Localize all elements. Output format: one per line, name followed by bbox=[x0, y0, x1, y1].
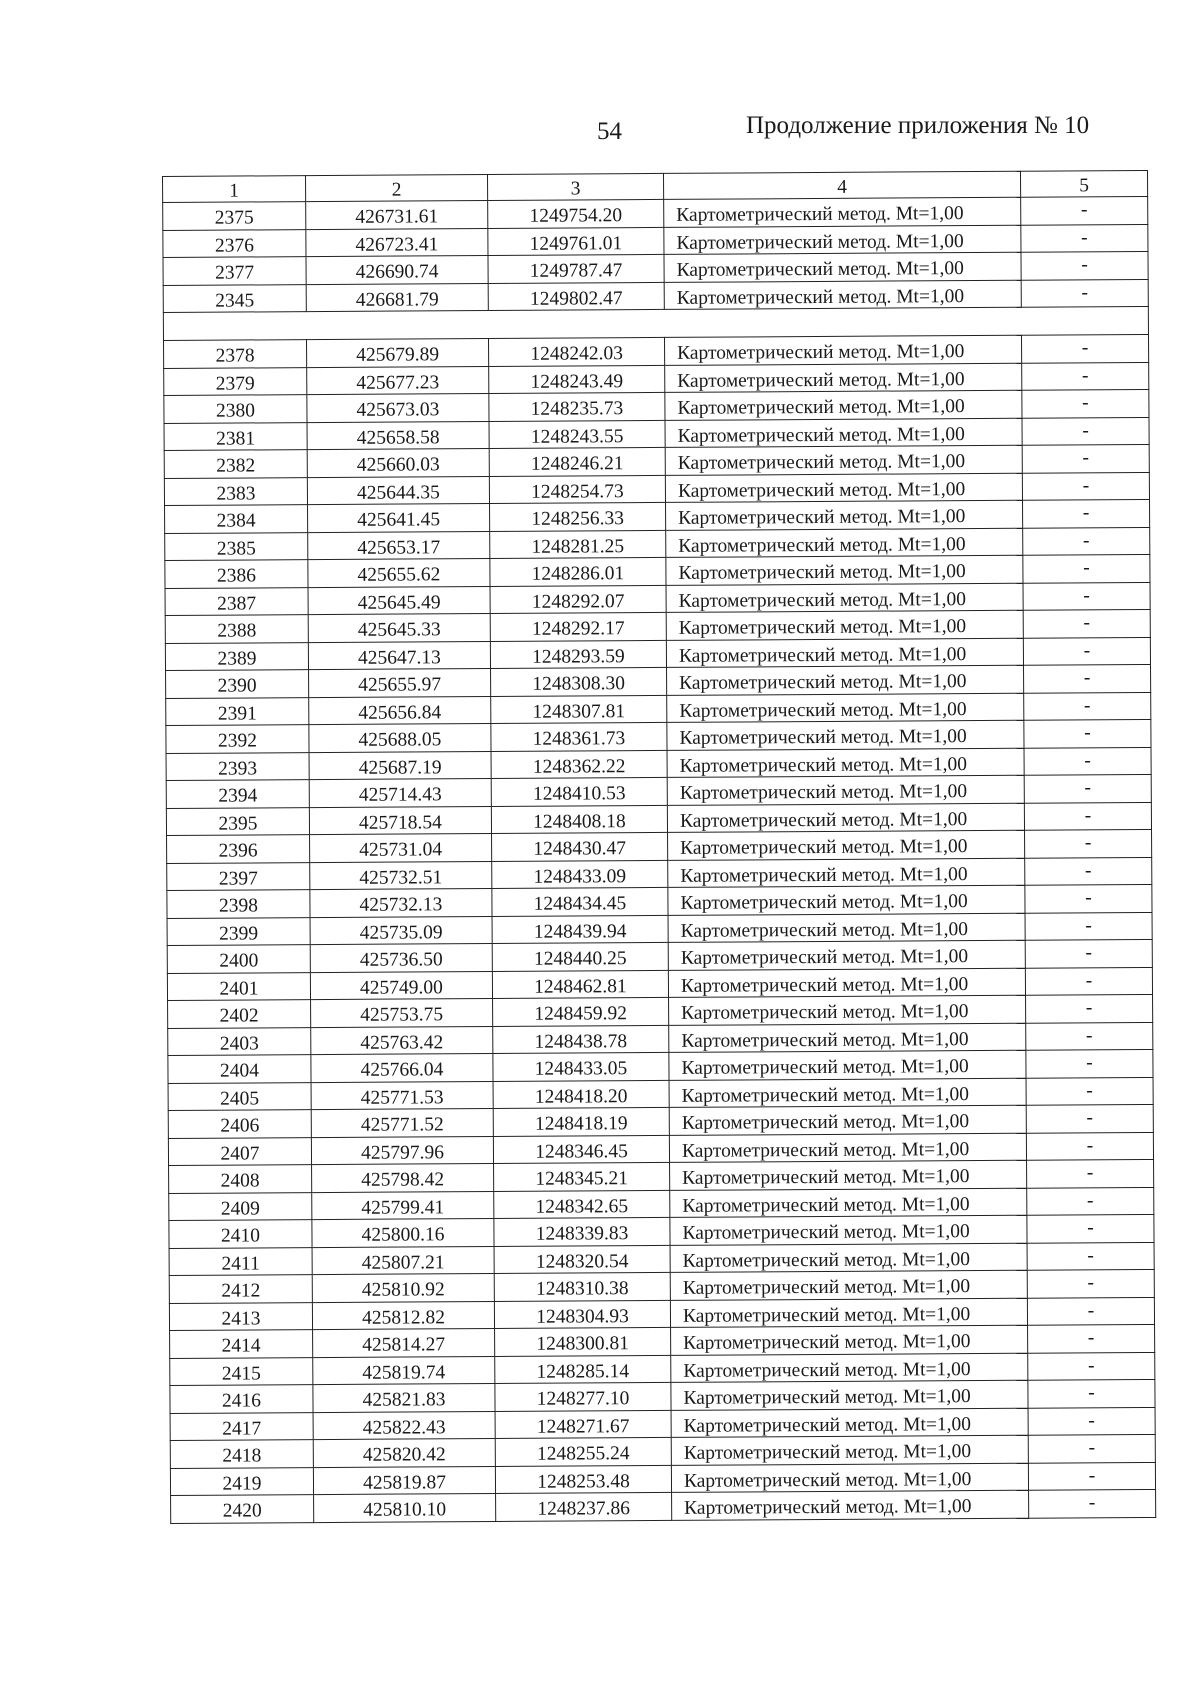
method-cell: Картометрический метод. Mt=1,00 bbox=[671, 1435, 1028, 1465]
method-cell: Картометрический метод. Mt=1,00 bbox=[664, 335, 1021, 365]
note-cell: - bbox=[1024, 774, 1151, 802]
point-number-cell: 2411 bbox=[169, 1247, 312, 1275]
note-cell: - bbox=[1025, 884, 1152, 912]
point-number-cell: 2408 bbox=[169, 1165, 312, 1193]
point-number-cell: 2402 bbox=[168, 1000, 311, 1028]
method-cell: Картометрический метод. Mt=1,00 bbox=[667, 748, 1024, 778]
y-coordinate-cell: 1248320.54 bbox=[494, 1245, 670, 1274]
method-cell: Картометрический метод. Mt=1,00 bbox=[668, 885, 1025, 915]
note-cell: - bbox=[1027, 1187, 1154, 1215]
method-cell: Картометрический метод. Mt=1,00 bbox=[671, 1380, 1028, 1410]
x-coordinate-cell: 425763.42 bbox=[311, 1026, 493, 1055]
method-cell: Картометрический метод. Mt=1,00 bbox=[667, 693, 1024, 723]
page-number: 54 bbox=[597, 118, 622, 145]
x-coordinate-cell: 425655.97 bbox=[309, 669, 491, 698]
method-cell: Картометрический метод. Mt=1,00 bbox=[669, 1023, 1026, 1053]
x-coordinate-cell: 425714.43 bbox=[309, 779, 491, 808]
note-cell: - bbox=[1024, 719, 1151, 747]
y-coordinate-cell: 1248346.45 bbox=[493, 1135, 669, 1164]
point-number-cell: 2391 bbox=[166, 697, 309, 725]
point-number-cell: 2382 bbox=[164, 450, 307, 478]
method-cell: Картометрический метод. Mt=1,00 bbox=[665, 445, 1022, 475]
point-number-cell: 2385 bbox=[165, 532, 308, 560]
x-coordinate-cell: 425732.51 bbox=[310, 861, 492, 890]
y-coordinate-cell: 1248285.14 bbox=[495, 1355, 671, 1384]
y-coordinate-cell: 1248462.81 bbox=[492, 970, 668, 999]
method-cell: Картометрический метод. Mt=1,00 bbox=[666, 500, 1023, 530]
point-number-cell: 2381 bbox=[164, 422, 307, 450]
note-cell: - bbox=[1028, 1352, 1155, 1380]
note-cell: - bbox=[1025, 939, 1152, 967]
x-coordinate-cell: 425655.62 bbox=[308, 559, 490, 588]
note-cell: - bbox=[1027, 1242, 1154, 1270]
note-cell: - bbox=[1024, 692, 1151, 720]
note-cell: - bbox=[1028, 1324, 1155, 1352]
method-cell: Картометрический метод. Mt=1,00 bbox=[669, 1078, 1026, 1108]
x-coordinate-cell: 425641.45 bbox=[308, 504, 490, 533]
y-coordinate-cell: 1248281.25 bbox=[490, 530, 666, 559]
method-cell: Картометрический метод. Mt=1,00 bbox=[671, 1463, 1028, 1493]
y-coordinate-cell: 1248361.73 bbox=[491, 722, 667, 751]
y-coordinate-cell: 1248304.93 bbox=[494, 1300, 670, 1329]
note-cell: - bbox=[1023, 582, 1150, 610]
note-cell: - bbox=[1026, 1104, 1153, 1132]
y-coordinate-cell: 1248339.83 bbox=[494, 1217, 670, 1246]
note-cell: - bbox=[1024, 664, 1151, 692]
method-cell: Картометрический метод. Mt=1,00 bbox=[668, 913, 1025, 943]
note-cell: - bbox=[1021, 224, 1148, 252]
point-number-cell: 2420 bbox=[171, 1495, 314, 1523]
x-coordinate-cell: 425645.33 bbox=[308, 614, 490, 643]
y-coordinate-cell: 1248439.94 bbox=[492, 915, 668, 944]
method-cell: Картометрический метод. Mt=1,00 bbox=[666, 528, 1023, 558]
point-number-cell: 2376 bbox=[163, 229, 306, 257]
y-coordinate-cell: 1248300.81 bbox=[495, 1327, 671, 1356]
y-coordinate-cell: 1248308.30 bbox=[491, 667, 667, 696]
point-number-cell: 2417 bbox=[170, 1412, 313, 1440]
point-number-cell: 2393 bbox=[166, 752, 309, 780]
note-cell: - bbox=[1026, 994, 1153, 1022]
x-coordinate-cell: 425814.27 bbox=[313, 1328, 495, 1357]
x-coordinate-cell: 425731.04 bbox=[310, 833, 492, 862]
method-cell: Картометрический метод. Mt=1,00 bbox=[668, 858, 1025, 888]
x-coordinate-cell: 425647.13 bbox=[308, 641, 490, 670]
point-number-cell: 2404 bbox=[168, 1055, 311, 1083]
y-coordinate-cell: 1248408.18 bbox=[491, 805, 667, 834]
y-coordinate-cell: 1248345.21 bbox=[494, 1162, 670, 1191]
point-number-cell: 2378 bbox=[164, 340, 307, 368]
y-coordinate-cell: 1248286.01 bbox=[490, 557, 666, 586]
note-cell: - bbox=[1028, 1407, 1155, 1435]
x-coordinate-cell: 425656.84 bbox=[309, 696, 491, 725]
x-coordinate-cell: 425732.13 bbox=[310, 888, 492, 917]
point-number-cell: 2413 bbox=[169, 1302, 312, 1330]
point-number-cell: 2401 bbox=[167, 972, 310, 1000]
method-cell: Картометрический метод. Mt=1,00 bbox=[667, 665, 1024, 695]
method-cell: Картометрический метод. Mt=1,00 bbox=[667, 803, 1024, 833]
note-cell: - bbox=[1021, 251, 1148, 279]
x-coordinate-cell: 425810.10 bbox=[314, 1493, 496, 1522]
x-coordinate-cell: 425807.21 bbox=[312, 1246, 494, 1275]
note-cell: - bbox=[1022, 499, 1149, 527]
y-coordinate-cell: 1248292.17 bbox=[490, 612, 666, 641]
note-cell: - bbox=[1027, 1214, 1154, 1242]
coordinates-table bbox=[162, 170, 1156, 1523]
y-coordinate-cell: 1248255.24 bbox=[495, 1437, 671, 1466]
y-coordinate-cell: 1248292.07 bbox=[490, 585, 666, 614]
x-coordinate-cell: 425718.54 bbox=[309, 806, 491, 835]
point-number-cell: 2397 bbox=[167, 862, 310, 890]
note-cell: - bbox=[1023, 554, 1150, 582]
y-coordinate-cell: 1249787.47 bbox=[488, 254, 664, 283]
y-coordinate-cell: 1248243.55 bbox=[489, 420, 665, 449]
table-row bbox=[171, 1489, 1156, 1523]
point-number-cell: 2345 bbox=[163, 284, 306, 312]
x-coordinate-cell: 426681.79 bbox=[306, 283, 488, 312]
method-cell: Картометрический метод. Mt=1,00 bbox=[664, 280, 1021, 310]
note-cell: - bbox=[1027, 1269, 1154, 1297]
point-number-cell: 2416 bbox=[170, 1385, 313, 1413]
x-coordinate-cell: 425812.82 bbox=[312, 1301, 494, 1330]
point-number-cell: 2395 bbox=[166, 807, 309, 835]
point-number-cell: 2419 bbox=[170, 1467, 313, 1495]
y-coordinate-cell: 1248253.48 bbox=[495, 1465, 671, 1494]
note-cell: - bbox=[1028, 1462, 1155, 1490]
x-coordinate-cell: 426731.61 bbox=[306, 201, 488, 230]
method-cell: Картометрический метод. Mt=1,00 bbox=[668, 940, 1025, 970]
point-number-cell: 2379 bbox=[164, 367, 307, 395]
x-coordinate-cell: 425736.50 bbox=[310, 943, 492, 972]
note-cell: - bbox=[1024, 747, 1151, 775]
method-cell: Картометрический метод. Mt=1,00 bbox=[665, 473, 1022, 503]
column-header: 5 bbox=[1020, 170, 1147, 197]
point-number-cell: 2380 bbox=[164, 395, 307, 423]
note-cell: - bbox=[1026, 1022, 1153, 1050]
y-coordinate-cell: 1248242.03 bbox=[488, 337, 664, 366]
x-coordinate-cell: 425660.03 bbox=[307, 449, 489, 478]
y-coordinate-cell: 1248438.78 bbox=[493, 1025, 669, 1054]
y-coordinate-cell: 1248440.25 bbox=[492, 942, 668, 971]
point-number-cell: 2377 bbox=[163, 257, 306, 285]
x-coordinate-cell: 425673.03 bbox=[307, 394, 489, 423]
x-coordinate-cell: 425645.49 bbox=[308, 586, 490, 615]
point-number-cell: 2400 bbox=[167, 945, 310, 973]
note-cell: - bbox=[1022, 417, 1149, 445]
method-cell: Картометрический метод. Mt=1,00 bbox=[668, 830, 1025, 860]
note-cell: - bbox=[1026, 1049, 1153, 1077]
point-number-cell: 2394 bbox=[166, 780, 309, 808]
y-coordinate-cell: 1248434.45 bbox=[492, 887, 668, 916]
method-cell: Картометрический метод. Mt=1,00 bbox=[664, 252, 1021, 282]
point-number-cell: 2414 bbox=[170, 1330, 313, 1358]
note-cell: - bbox=[1023, 637, 1150, 665]
method-cell: Картометрический метод. Mt=1,00 bbox=[666, 610, 1023, 640]
column-header: 2 bbox=[306, 175, 488, 202]
x-coordinate-cell: 426690.74 bbox=[306, 256, 488, 285]
y-coordinate-cell: 1248418.20 bbox=[493, 1080, 669, 1109]
x-coordinate-cell: 425735.09 bbox=[310, 916, 492, 945]
method-cell: Картометрический метод. Mt=1,00 bbox=[669, 1050, 1026, 1080]
method-cell: Картометрический метод. Mt=1,00 bbox=[664, 197, 1021, 227]
note-cell: - bbox=[1025, 829, 1152, 857]
method-cell: Картометрический метод. Mt=1,00 bbox=[666, 638, 1023, 668]
x-coordinate-cell: 425687.19 bbox=[309, 751, 491, 780]
y-coordinate-cell: 1248271.67 bbox=[495, 1410, 671, 1439]
y-coordinate-cell: 1248433.09 bbox=[492, 860, 668, 889]
y-coordinate-cell: 1248430.47 bbox=[492, 832, 668, 861]
x-coordinate-cell: 425679.89 bbox=[307, 339, 489, 368]
note-cell: - bbox=[1029, 1489, 1156, 1517]
point-number-cell: 2403 bbox=[168, 1027, 311, 1055]
method-cell: Картометрический метод. Mt=1,00 bbox=[670, 1243, 1027, 1273]
point-number-cell: 2398 bbox=[167, 890, 310, 918]
x-coordinate-cell: 425677.23 bbox=[307, 366, 489, 395]
y-coordinate-cell: 1249802.47 bbox=[488, 282, 664, 311]
note-cell: - bbox=[1026, 1132, 1153, 1160]
method-cell: Картометрический метод. Mt=1,00 bbox=[672, 1490, 1029, 1520]
method-cell: Картометрический метод. Mt=1,00 bbox=[666, 555, 1023, 585]
point-number-cell: 2375 bbox=[163, 202, 306, 230]
y-coordinate-cell: 1248310.38 bbox=[494, 1272, 670, 1301]
point-number-cell: 2383 bbox=[164, 477, 307, 505]
y-coordinate-cell: 1248410.53 bbox=[491, 777, 667, 806]
note-cell: - bbox=[1022, 444, 1149, 472]
method-cell: Картометрический метод. Mt=1,00 bbox=[669, 995, 1026, 1025]
point-number-cell: 2386 bbox=[165, 560, 308, 588]
point-number-cell: 2407 bbox=[168, 1137, 311, 1165]
y-coordinate-cell: 1248307.81 bbox=[491, 695, 667, 724]
x-coordinate-cell: 425819.87 bbox=[313, 1466, 495, 1495]
coordinates-table-body bbox=[163, 170, 1156, 1522]
method-cell: Картометрический метод. Mt=1,00 bbox=[671, 1408, 1028, 1438]
y-coordinate-cell: 1248277.10 bbox=[495, 1382, 671, 1411]
x-coordinate-cell: 425688.05 bbox=[309, 724, 491, 753]
method-cell: Картометрический метод. Mt=1,00 bbox=[671, 1353, 1028, 1383]
x-coordinate-cell: 425819.74 bbox=[313, 1356, 495, 1385]
appendix-title: Продолжение приложения № 10 bbox=[746, 112, 1090, 139]
x-coordinate-cell: 425800.16 bbox=[312, 1218, 494, 1247]
column-header: 1 bbox=[163, 176, 306, 203]
y-coordinate-cell: 1248362.22 bbox=[491, 750, 667, 779]
point-number-cell: 2396 bbox=[167, 835, 310, 863]
method-cell: Картометрический метод. Mt=1,00 bbox=[667, 775, 1024, 805]
note-cell: - bbox=[1021, 334, 1148, 362]
x-coordinate-cell: 425766.04 bbox=[311, 1053, 493, 1082]
x-coordinate-cell: 425753.75 bbox=[311, 998, 493, 1027]
x-coordinate-cell: 425810.92 bbox=[312, 1273, 494, 1302]
note-cell: - bbox=[1022, 472, 1149, 500]
point-number-cell: 2418 bbox=[170, 1440, 313, 1468]
point-number-cell: 2409 bbox=[169, 1192, 312, 1220]
note-cell: - bbox=[1028, 1434, 1155, 1462]
y-coordinate-cell: 1249754.20 bbox=[488, 199, 664, 228]
method-cell: Картометрический метод. Mt=1,00 bbox=[667, 720, 1024, 750]
y-coordinate-cell: 1248256.33 bbox=[490, 502, 666, 531]
note-cell: - bbox=[1026, 1077, 1153, 1105]
method-cell: Картометрический метод. Mt=1,00 bbox=[670, 1270, 1027, 1300]
y-coordinate-cell: 1248342.65 bbox=[494, 1190, 670, 1219]
method-cell: Картометрический метод. Mt=1,00 bbox=[670, 1160, 1027, 1190]
method-cell: Картометрический метод. Mt=1,00 bbox=[671, 1325, 1028, 1355]
y-coordinate-cell: 1248246.21 bbox=[489, 447, 665, 476]
y-coordinate-cell: 1249761.01 bbox=[488, 227, 664, 256]
point-number-cell: 2387 bbox=[165, 587, 308, 615]
x-coordinate-cell: 425749.00 bbox=[310, 971, 492, 1000]
method-cell: Картометрический метод. Mt=1,00 bbox=[665, 418, 1022, 448]
y-coordinate-cell: 1248459.92 bbox=[493, 997, 669, 1026]
method-cell: Картометрический метод. Mt=1,00 bbox=[665, 363, 1022, 393]
method-cell: Картометрический метод. Mt=1,00 bbox=[670, 1188, 1027, 1218]
point-number-cell: 2390 bbox=[166, 670, 309, 698]
note-cell: - bbox=[1023, 609, 1150, 637]
note-cell: - bbox=[1025, 912, 1152, 940]
note-cell: - bbox=[1027, 1297, 1154, 1325]
method-cell: Картометрический метод. Mt=1,00 bbox=[669, 1133, 1026, 1163]
y-coordinate-cell: 1248235.73 bbox=[489, 392, 665, 421]
x-coordinate-cell: 426723.41 bbox=[306, 228, 488, 257]
y-coordinate-cell: 1248433.05 bbox=[493, 1052, 669, 1081]
note-cell: - bbox=[1023, 527, 1150, 555]
note-cell: - bbox=[1024, 802, 1151, 830]
x-coordinate-cell: 425820.42 bbox=[313, 1438, 495, 1467]
column-header: 4 bbox=[663, 171, 1020, 199]
note-cell: - bbox=[1021, 196, 1148, 224]
point-number-cell: 2399 bbox=[167, 917, 310, 945]
method-cell: Картометрический метод. Mt=1,00 bbox=[666, 583, 1023, 613]
x-coordinate-cell: 425658.58 bbox=[307, 421, 489, 450]
x-coordinate-cell: 425797.96 bbox=[311, 1136, 493, 1165]
x-coordinate-cell: 425799.41 bbox=[312, 1191, 494, 1220]
y-coordinate-cell: 1248254.73 bbox=[489, 475, 665, 504]
note-cell: - bbox=[1025, 967, 1152, 995]
point-number-cell: 2389 bbox=[165, 642, 308, 670]
column-header: 3 bbox=[487, 173, 663, 200]
method-cell: Картометрический метод. Mt=1,00 bbox=[669, 1105, 1026, 1135]
y-coordinate-cell: 1248418.19 bbox=[493, 1107, 669, 1136]
y-coordinate-cell: 1248237.86 bbox=[496, 1492, 672, 1521]
point-number-cell: 2406 bbox=[168, 1110, 311, 1138]
x-coordinate-cell: 425771.53 bbox=[311, 1081, 493, 1110]
point-number-cell: 2410 bbox=[169, 1220, 312, 1248]
y-coordinate-cell: 1248243.49 bbox=[489, 365, 665, 394]
note-cell: - bbox=[1022, 362, 1149, 390]
point-number-cell: 2412 bbox=[169, 1275, 312, 1303]
y-coordinate-cell: 1248293.59 bbox=[490, 640, 666, 669]
method-cell: Картометрический метод. Mt=1,00 bbox=[670, 1298, 1027, 1328]
x-coordinate-cell: 425798.42 bbox=[312, 1163, 494, 1192]
x-coordinate-cell: 425771.52 bbox=[311, 1108, 493, 1137]
method-cell: Картометрический метод. Mt=1,00 bbox=[670, 1215, 1027, 1245]
point-number-cell: 2415 bbox=[170, 1357, 313, 1385]
x-coordinate-cell: 425644.35 bbox=[307, 476, 489, 505]
point-number-cell: 2405 bbox=[168, 1082, 311, 1110]
point-number-cell: 2384 bbox=[165, 505, 308, 533]
method-cell: Картометрический метод. Mt=1,00 bbox=[668, 968, 1025, 998]
point-number-cell: 2392 bbox=[166, 725, 309, 753]
x-coordinate-cell: 425821.83 bbox=[313, 1383, 495, 1412]
x-coordinate-cell: 425822.43 bbox=[313, 1411, 495, 1440]
note-cell: - bbox=[1022, 389, 1149, 417]
note-cell: - bbox=[1025, 857, 1152, 885]
note-cell: - bbox=[1028, 1379, 1155, 1407]
point-number-cell: 2388 bbox=[165, 615, 308, 643]
method-cell: Картометрический метод. Mt=1,00 bbox=[664, 225, 1021, 255]
note-cell: - bbox=[1021, 279, 1148, 307]
method-cell: Картометрический метод. Mt=1,00 bbox=[665, 390, 1022, 420]
note-cell: - bbox=[1027, 1159, 1154, 1187]
x-coordinate-cell: 425653.17 bbox=[308, 531, 490, 560]
